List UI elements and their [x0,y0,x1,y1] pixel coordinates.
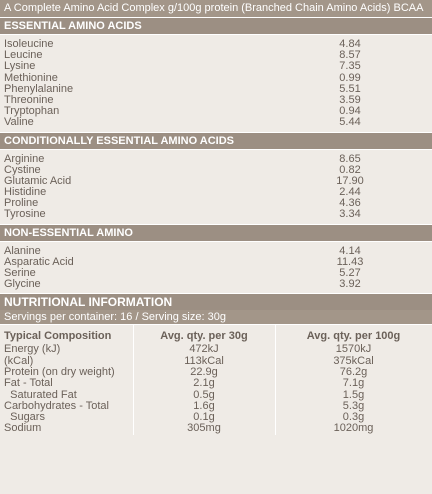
nutrition-row [0,423,432,434]
section-heading: NON-ESSENTIAL AMINO [0,224,432,242]
amino-acid-name: Proline [4,197,39,210]
per-100g-value: 7.1g [342,377,365,390]
amino-acid-value: 8.65 [339,152,361,165]
nutrition-row [0,344,432,355]
amino-acid-name: Serine [4,267,36,279]
nutrition-rows [0,344,432,434]
amino-acid-name: Cystine [4,163,41,176]
amino-acid-value: 0.82 [339,163,361,176]
amino-acid-row [0,257,432,268]
per-100g-value: 1.5g [342,388,365,401]
per-serving-value: 472kJ [189,343,219,356]
amino-acid-value: 0.99 [339,71,361,84]
amino-acid-row [0,198,432,209]
per-serving-value: 0.1g [193,411,215,424]
per-100g-value: 5.3g [342,399,365,412]
amino-acid-value: 11.43 [336,255,364,268]
amino-acid-value: 4.36 [339,197,361,210]
amino-acid-value: 5.44 [339,116,361,129]
amino-acid-row [0,209,432,220]
per-100g-value: 76.2g [339,365,368,378]
nutrient-name: Saturated Fat [4,388,77,401]
amino-acid-name: Alanine [4,244,41,257]
nutrition-row [0,378,432,389]
nutrition-row [0,367,432,378]
nutrition-row [0,401,432,412]
column-header: Avg. qty. per 30g [160,330,248,343]
amino-acid-row [0,268,432,279]
nutrient-name: Fat - Total [4,377,53,390]
amino-acid-value: 3.59 [339,93,361,106]
nutrient-name: Protein (on dry weight) [4,365,115,378]
nutrient-name: (kCal) [4,354,34,367]
amino-acid-row [0,187,432,198]
per-serving-value: 305mg [187,422,221,435]
amino-acid-name: Arginine [4,152,45,165]
amino-acid-value: 17.90 [336,174,364,187]
section-heading: ESSENTIAL AMINO ACIDS [0,17,432,35]
per-serving-value: 22.9g [190,365,218,378]
per-serving-value: 1.6g [193,399,215,412]
amino-acid-name: Glutamic Acid [4,174,72,187]
nutrition-table-header [0,329,432,344]
amino-acid-name: Tyrosine [4,208,46,221]
amino-acid-name: Lysine [4,60,36,73]
section-rows [0,242,432,294]
per-serving-value: 0.5g [193,388,215,401]
nutrition-heading: NUTRITIONAL INFORMATION [0,293,432,310]
amino-acid-row [0,279,432,290]
amino-acid-value: 2.44 [339,186,361,199]
amino-acid-name: Tryptophan [4,105,60,118]
amino-acid-name: Glycine [4,278,41,291]
amino-acid-name: Leucine [4,49,43,62]
serving-info: Servings per container: 16 / Serving size: 30g [0,310,432,325]
amino-acid-name: Threonine [4,93,54,106]
amino-acid-name: Phenylalanine [4,82,74,95]
per-100g-value: 0.3g [342,411,365,424]
column-header: Avg. qty. per 100g [306,330,401,343]
amino-acid-row [0,106,432,117]
nutrient-name: Sodium [4,422,42,435]
nutrition-table [0,325,432,434]
panel-title: A Complete Amino Acid Complex g/100g protein (Branched Chain Amino Acids) BCAA [0,0,432,17]
amino-acid-row [0,61,432,72]
amino-acid-value: 4.84 [339,38,361,50]
amino-acid-value: 3.34 [339,208,361,221]
amino-acid-value: 3.92 [339,278,361,291]
per-100g-value: 1020mg [333,422,374,435]
amino-acid-row [0,95,432,106]
per-serving-value: 113kCal [184,354,224,367]
section-rows [0,150,432,224]
nutrient-name: Carbohydrates - Total [4,399,109,412]
amino-acid-name: Valine [4,116,34,129]
nutrient-name: Sugars [4,411,45,424]
amino-acid-row [0,176,432,187]
amino-acid-name: Isoleucine [4,38,54,50]
per-100g-value: 375kCal [333,354,374,367]
amino-acid-value: 5.27 [339,267,361,279]
amino-acid-value: 7.35 [339,60,361,73]
amino-acid-value: 0.94 [339,105,361,118]
column-header: Typical Composition [4,330,112,343]
section-rows [0,35,432,132]
amino-acid-sections [0,17,432,293]
amino-acid-name: Methionine [4,71,58,84]
nutrient-name: Energy (kJ) [4,343,61,356]
amino-acid-row [0,84,432,95]
amino-acid-name: Histidine [4,186,47,199]
amino-acid-row [0,154,432,165]
amino-acid-row [0,117,432,128]
amino-acid-row [0,39,432,50]
amino-acid-value: 8.57 [339,49,361,62]
section-heading: CONDITIONALLY ESSENTIAL AMINO ACIDS [0,132,432,150]
amino-acid-value: 4.14 [339,244,361,257]
amino-acid-value: 5.51 [339,82,361,95]
amino-acid-name: Asparatic Acid [4,255,74,268]
amino-acid-row [0,50,432,61]
per-100g-value: 1570kJ [335,343,372,356]
per-serving-value: 2.1g [193,377,215,390]
